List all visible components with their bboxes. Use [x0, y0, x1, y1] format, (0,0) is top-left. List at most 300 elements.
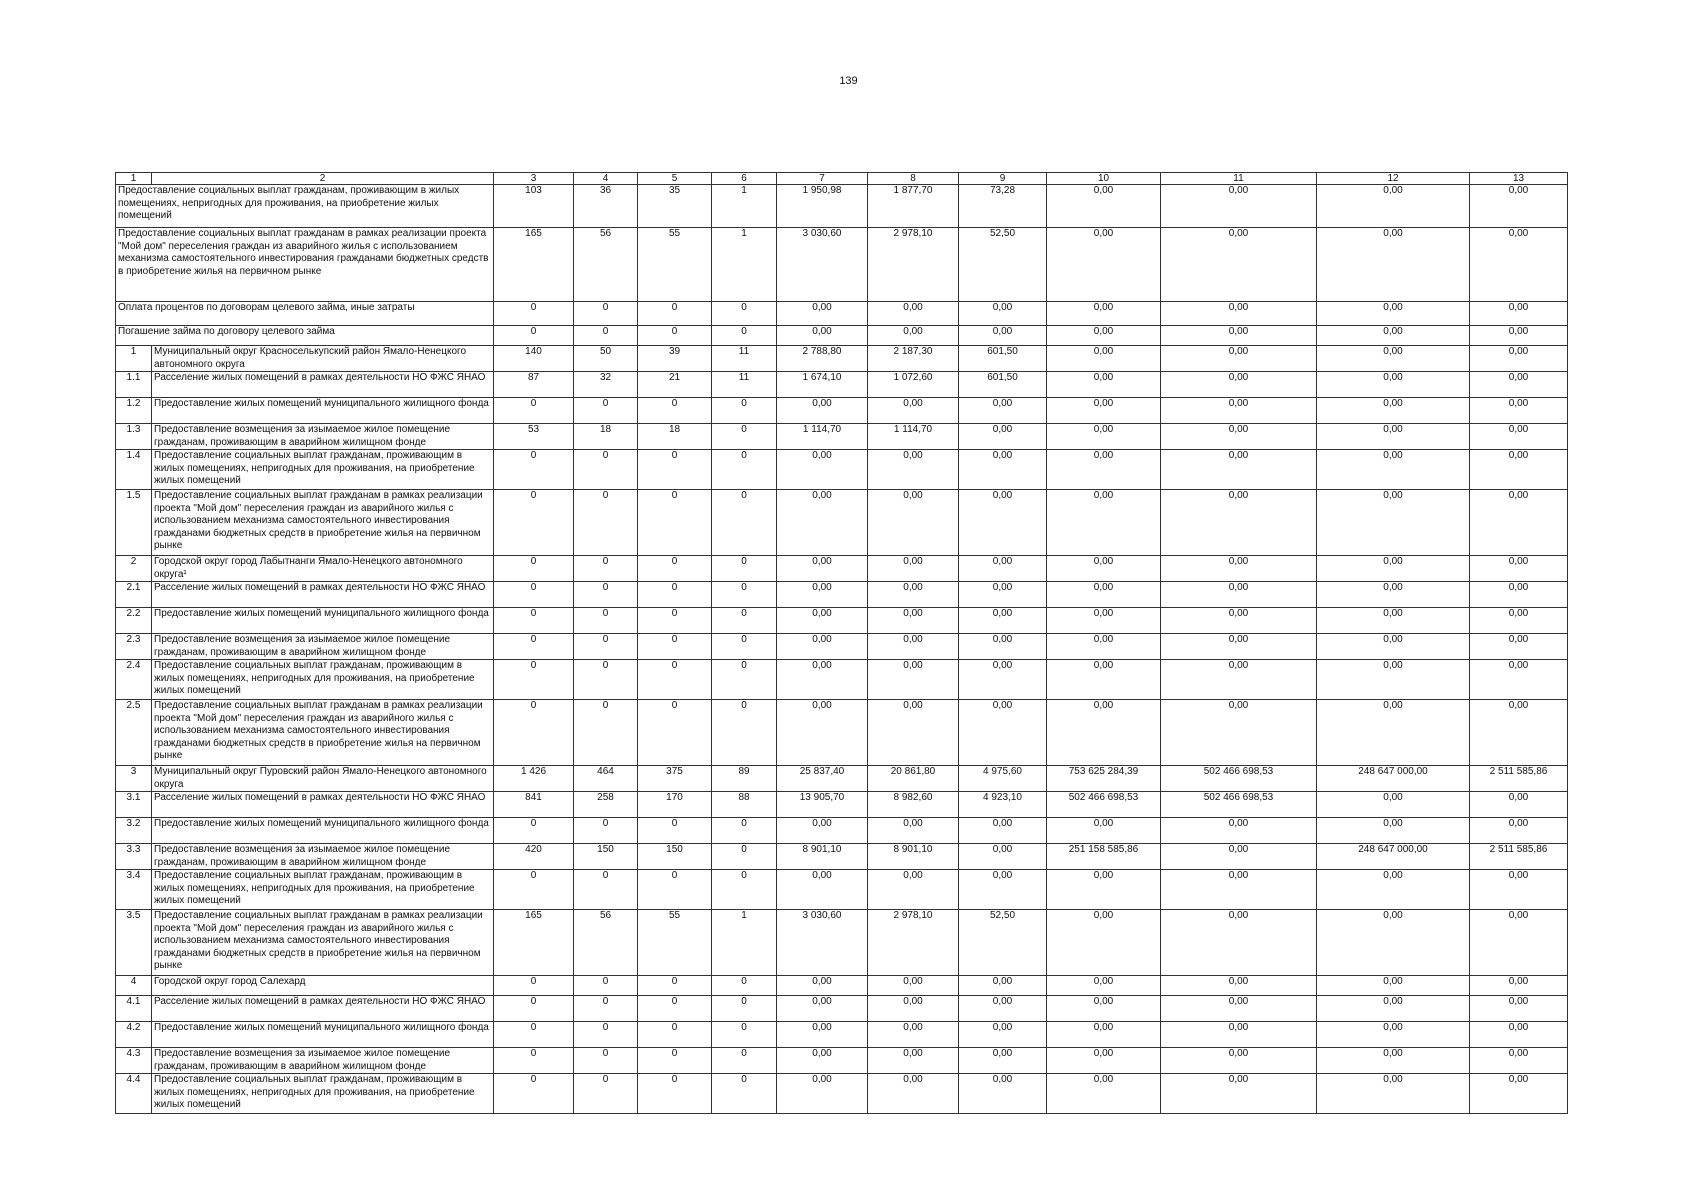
column-header: 2	[152, 173, 494, 185]
row-number: 1.5	[116, 490, 152, 556]
value-cell: 55	[638, 228, 712, 302]
value-cell: 21	[638, 372, 712, 398]
value-cell: 0,00	[1047, 185, 1161, 228]
value-cell: 0	[712, 490, 777, 556]
table-row	[116, 302, 1568, 326]
value-cell: 0,00	[1047, 870, 1161, 910]
value-cell: 11	[712, 372, 777, 398]
value-cell: 3 030,60	[777, 910, 868, 976]
value-cell: 0,00	[1317, 1074, 1470, 1114]
value-cell: 0	[574, 634, 638, 660]
value-cell: 0,00	[1317, 185, 1470, 228]
value-cell: 375	[638, 766, 712, 792]
value-cell: 0	[494, 608, 574, 634]
table-row	[116, 582, 1568, 608]
value-cell: 0,00	[1161, 398, 1317, 424]
value-cell: 0,00	[1317, 1022, 1470, 1048]
value-cell: 0	[712, 326, 777, 346]
row-number: 2.3	[116, 634, 152, 660]
value-cell: 0,00	[868, 1022, 959, 1048]
value-cell: 0,00	[1317, 996, 1470, 1022]
value-cell: 0,00	[777, 582, 868, 608]
row-number: 1.3	[116, 424, 152, 450]
value-cell: 56	[574, 910, 638, 976]
table-row	[116, 490, 1568, 556]
value-cell: 0,00	[1047, 910, 1161, 976]
value-cell: 0,00	[1047, 398, 1161, 424]
value-cell: 0	[638, 1074, 712, 1114]
value-cell: 1	[712, 910, 777, 976]
row-number: 4.2	[116, 1022, 152, 1048]
value-cell: 0	[494, 996, 574, 1022]
value-cell: 0,00	[1047, 818, 1161, 844]
row-name: Городской округ город Лабытнанги Ямало-Ненецкого автономного округа¹	[152, 556, 494, 582]
value-cell: 0,00	[959, 1074, 1047, 1114]
row-number: 1.2	[116, 398, 152, 424]
value-cell: 0	[574, 608, 638, 634]
value-cell: 2 187,30	[868, 346, 959, 372]
value-cell: 0,00	[868, 634, 959, 660]
value-cell: 0	[494, 1022, 574, 1048]
value-cell: 50	[574, 346, 638, 372]
value-cell: 0,00	[868, 996, 959, 1022]
value-cell: 0	[638, 700, 712, 766]
value-cell: 0,00	[1161, 870, 1317, 910]
value-cell: 0,00	[1161, 372, 1317, 398]
value-cell: 0	[574, 302, 638, 326]
value-cell: 0,00	[1470, 792, 1568, 818]
value-cell: 0	[712, 700, 777, 766]
column-header: 11	[1161, 173, 1317, 185]
value-cell: 0,00	[777, 302, 868, 326]
value-cell: 25 837,40	[777, 766, 868, 792]
value-cell: 89	[712, 766, 777, 792]
value-cell: 0,00	[1047, 996, 1161, 1022]
value-cell: 0	[712, 450, 777, 490]
value-cell: 0,00	[959, 844, 1047, 870]
row-label: Оплата процентов по договорам целевого займа, иные затраты	[116, 302, 494, 326]
value-cell: 251 158 585,86	[1047, 844, 1161, 870]
value-cell: 0,00	[777, 1074, 868, 1114]
value-cell: 0	[574, 1022, 638, 1048]
value-cell: 0,00	[777, 326, 868, 346]
value-cell: 0,00	[1047, 556, 1161, 582]
value-cell: 502 466 698,53	[1161, 792, 1317, 818]
table-row	[116, 1048, 1568, 1074]
value-cell: 0,00	[1470, 1048, 1568, 1074]
value-cell: 0,00	[1317, 424, 1470, 450]
value-cell: 8 901,10	[868, 844, 959, 870]
row-number: 2.5	[116, 700, 152, 766]
value-cell: 0,00	[1047, 424, 1161, 450]
value-cell: 0,00	[1317, 818, 1470, 844]
table-row	[116, 996, 1568, 1022]
value-cell: 0,00	[868, 700, 959, 766]
value-cell: 0	[638, 634, 712, 660]
value-cell: 0	[494, 582, 574, 608]
value-cell: 0,00	[1470, 302, 1568, 326]
table-body	[116, 185, 1568, 1114]
value-cell: 0,00	[1161, 582, 1317, 608]
value-cell: 0,00	[1470, 700, 1568, 766]
value-cell: 601,50	[959, 346, 1047, 372]
value-cell: 0	[638, 1048, 712, 1074]
value-cell: 258	[574, 792, 638, 818]
row-name: Городской округ город Салехард	[152, 976, 494, 996]
value-cell: 165	[494, 228, 574, 302]
value-cell: 0	[574, 1074, 638, 1114]
value-cell: 753 625 284,39	[1047, 766, 1161, 792]
table-row	[116, 450, 1568, 490]
value-cell: 0	[494, 818, 574, 844]
value-cell: 0,00	[1470, 660, 1568, 700]
value-cell: 0	[574, 450, 638, 490]
column-header: 6	[712, 173, 777, 185]
value-cell: 103	[494, 185, 574, 228]
value-cell: 0,00	[1161, 424, 1317, 450]
value-cell: 0,00	[1161, 556, 1317, 582]
value-cell: 0	[494, 976, 574, 996]
row-number: 1.4	[116, 450, 152, 490]
column-header: 13	[1470, 173, 1568, 185]
value-cell: 0,00	[777, 450, 868, 490]
row-name: Предоставление жилых помещений муниципального жилищного фонда	[152, 398, 494, 424]
row-number: 3.4	[116, 870, 152, 910]
column-header: 10	[1047, 173, 1161, 185]
value-cell: 18	[638, 424, 712, 450]
value-cell: 0	[712, 660, 777, 700]
row-number: 2.1	[116, 582, 152, 608]
value-cell: 0,00	[1470, 398, 1568, 424]
value-cell: 0,00	[1161, 844, 1317, 870]
value-cell: 0,00	[1317, 302, 1470, 326]
value-cell: 0,00	[1317, 634, 1470, 660]
value-cell: 0,00	[1161, 700, 1317, 766]
value-cell: 0	[494, 1048, 574, 1074]
value-cell: 0,00	[1161, 302, 1317, 326]
value-cell: 0	[494, 302, 574, 326]
value-cell: 0	[574, 976, 638, 996]
table-row	[116, 660, 1568, 700]
value-cell: 0,00	[777, 1048, 868, 1074]
value-cell: 0,00	[868, 450, 959, 490]
value-cell: 0,00	[1470, 608, 1568, 634]
value-cell: 0,00	[959, 490, 1047, 556]
value-cell: 0	[638, 870, 712, 910]
value-cell: 0,00	[1317, 372, 1470, 398]
value-cell: 0,00	[1047, 976, 1161, 996]
table-row	[116, 634, 1568, 660]
value-cell: 0,00	[868, 1074, 959, 1114]
value-cell: 0,00	[777, 608, 868, 634]
value-cell: 0	[574, 582, 638, 608]
table-row	[116, 346, 1568, 372]
value-cell: 0,00	[959, 660, 1047, 700]
column-header: 3	[494, 173, 574, 185]
value-cell: 0	[712, 634, 777, 660]
value-cell: 0,00	[1047, 346, 1161, 372]
value-cell: 0	[494, 556, 574, 582]
value-cell: 0,00	[1161, 185, 1317, 228]
value-cell: 165	[494, 910, 574, 976]
value-cell: 0	[638, 1022, 712, 1048]
column-header: 4	[574, 173, 638, 185]
value-cell: 0,00	[1317, 398, 1470, 424]
value-cell: 0	[638, 608, 712, 634]
value-cell: 0,00	[1317, 326, 1470, 346]
value-cell: 0	[574, 326, 638, 346]
value-cell: 0,00	[1161, 346, 1317, 372]
value-cell: 11	[712, 346, 777, 372]
value-cell: 1	[712, 185, 777, 228]
row-number: 2.4	[116, 660, 152, 700]
value-cell: 0,00	[868, 302, 959, 326]
row-number: 4	[116, 976, 152, 996]
value-cell: 0,00	[1047, 302, 1161, 326]
value-cell: 0	[712, 582, 777, 608]
table-row	[116, 326, 1568, 346]
value-cell: 0,00	[1047, 700, 1161, 766]
value-cell: 248 647 000,00	[1317, 766, 1470, 792]
value-cell: 0,00	[1470, 634, 1568, 660]
row-label: Погашение займа по договору целевого займа	[116, 326, 494, 346]
value-cell: 502 466 698,53	[1161, 766, 1317, 792]
row-name: Расселение жилых помещений в рамках деятельности НО ФЖС ЯНАО	[152, 372, 494, 398]
value-cell: 0,00	[777, 870, 868, 910]
page-number: 139	[839, 75, 858, 87]
value-cell: 0,00	[1161, 450, 1317, 490]
row-name: Предоставление возмещения за изымаемое жилое помещение гражданам, проживающим в аварийном жилищном фонде	[152, 1048, 494, 1074]
value-cell: 0,00	[1047, 450, 1161, 490]
value-cell: 0,00	[959, 450, 1047, 490]
value-cell: 2 511 585,86	[1470, 844, 1568, 870]
row-number: 1.1	[116, 372, 152, 398]
value-cell: 3 030,60	[777, 228, 868, 302]
row-name: Муниципальный округ Красноселькупский район Ямало-Ненецкого автономного округа	[152, 346, 494, 372]
value-cell: 0,00	[1470, 346, 1568, 372]
table-row	[116, 818, 1568, 844]
value-cell: 0,00	[1317, 490, 1470, 556]
value-cell: 1	[712, 228, 777, 302]
value-cell: 36	[574, 185, 638, 228]
value-cell: 464	[574, 766, 638, 792]
value-cell: 0,00	[1317, 450, 1470, 490]
value-cell: 0,00	[1470, 228, 1568, 302]
value-cell: 52,50	[959, 228, 1047, 302]
value-cell: 0,00	[1470, 976, 1568, 996]
value-cell: 0,00	[1161, 1074, 1317, 1114]
value-cell: 56	[574, 228, 638, 302]
value-cell: 1 114,70	[777, 424, 868, 450]
value-cell: 0	[574, 818, 638, 844]
row-number: 2	[116, 556, 152, 582]
header-row	[116, 173, 1568, 185]
value-cell: 0	[494, 870, 574, 910]
value-cell: 2 978,10	[868, 910, 959, 976]
value-cell: 0	[712, 424, 777, 450]
value-cell: 0	[638, 976, 712, 996]
value-cell: 0	[574, 398, 638, 424]
value-cell: 52,50	[959, 910, 1047, 976]
table-row	[116, 185, 1568, 228]
value-cell: 0	[638, 660, 712, 700]
value-cell: 0,00	[777, 1022, 868, 1048]
value-cell: 0,00	[1317, 976, 1470, 996]
value-cell: 20 861,80	[868, 766, 959, 792]
value-cell: 0,00	[1470, 490, 1568, 556]
value-cell: 0,00	[959, 398, 1047, 424]
value-cell: 0	[712, 1048, 777, 1074]
value-cell: 88	[712, 792, 777, 818]
value-cell: 0,00	[1161, 634, 1317, 660]
value-cell: 0,00	[1317, 608, 1470, 634]
row-name: Предоставление социальных выплат гражданам, проживающим в жилых помещениях, непригодных для проживания, на приобретение жилых помещений	[152, 450, 494, 490]
value-cell: 0,00	[868, 818, 959, 844]
value-cell: 0,00	[868, 660, 959, 700]
value-cell: 0,00	[1470, 1022, 1568, 1048]
value-cell: 0,00	[959, 1048, 1047, 1074]
value-cell: 0,00	[1161, 326, 1317, 346]
value-cell: 0	[638, 302, 712, 326]
value-cell: 502 466 698,53	[1047, 792, 1161, 818]
row-name: Муниципальный округ Пуровский район Ямало-Ненецкого автономного округа	[152, 766, 494, 792]
value-cell: 0	[712, 870, 777, 910]
column-header: 1	[116, 173, 152, 185]
value-cell: 0,00	[868, 1048, 959, 1074]
value-cell: 0	[712, 844, 777, 870]
table-row	[116, 1022, 1568, 1048]
value-cell: 39	[638, 346, 712, 372]
row-name: Предоставление возмещения за изымаемое жилое помещение гражданам, проживающим в аварийном жилищном фонде	[152, 634, 494, 660]
value-cell: 0,00	[1161, 1022, 1317, 1048]
value-cell: 1 114,70	[868, 424, 959, 450]
value-cell: 0,00	[868, 582, 959, 608]
table-row	[116, 372, 1568, 398]
value-cell: 0,00	[1317, 870, 1470, 910]
table-row	[116, 398, 1568, 424]
value-cell: 0	[712, 1022, 777, 1048]
value-cell: 0,00	[959, 302, 1047, 326]
value-cell: 150	[574, 844, 638, 870]
table-row	[116, 424, 1568, 450]
table-row	[116, 608, 1568, 634]
value-cell: 0	[574, 870, 638, 910]
table-row	[116, 792, 1568, 818]
table-row	[116, 976, 1568, 996]
value-cell: 0,00	[1470, 1074, 1568, 1114]
value-cell: 0	[574, 490, 638, 556]
value-cell: 0,00	[1161, 818, 1317, 844]
value-cell: 0,00	[1047, 490, 1161, 556]
value-cell: 0,00	[1161, 490, 1317, 556]
value-cell: 0,00	[959, 608, 1047, 634]
value-cell: 0	[494, 700, 574, 766]
value-cell: 0,00	[1470, 424, 1568, 450]
value-cell: 0	[494, 660, 574, 700]
row-name: Предоставление социальных выплат гражданам, проживающим в жилых помещениях, непригодных для проживания, на приобретение жилых помещений	[152, 1074, 494, 1114]
value-cell: 0,00	[1470, 326, 1568, 346]
value-cell: 0,00	[959, 326, 1047, 346]
row-name: Расселение жилых помещений в рамках деятельности НО ФЖС ЯНАО	[152, 996, 494, 1022]
value-cell: 4 923,10	[959, 792, 1047, 818]
row-number: 3.5	[116, 910, 152, 976]
value-cell: 0	[494, 450, 574, 490]
value-cell: 0,00	[959, 582, 1047, 608]
value-cell: 150	[638, 844, 712, 870]
value-cell: 18	[574, 424, 638, 450]
row-label: Предоставление социальных выплат гражданам в рамках реализации проекта "Мой дом" переселения граждан из аварийного жилья с использованием механизма самостоятельного инвестирования гражданами бюджетных средств в приобретение жилья на первичном рынке	[116, 228, 494, 302]
value-cell: 35	[638, 185, 712, 228]
row-number: 3.2	[116, 818, 152, 844]
value-cell: 0,00	[1470, 185, 1568, 228]
value-cell: 0	[712, 976, 777, 996]
value-cell: 55	[638, 910, 712, 976]
value-cell: 140	[494, 346, 574, 372]
row-name: Предоставление социальных выплат гражданам в рамках реализации проекта "Мой дом" переселения граждан из аварийного жилья с использованием механизма самостоятельного инвестирования гражданами бюджетных средств в приобретение жилья на первичном рынке	[152, 490, 494, 556]
value-cell: 0,00	[1161, 228, 1317, 302]
value-cell: 0,00	[959, 976, 1047, 996]
value-cell: 0,00	[959, 634, 1047, 660]
value-cell: 0,00	[777, 976, 868, 996]
value-cell: 0,00	[1470, 582, 1568, 608]
value-cell: 0	[638, 818, 712, 844]
value-cell: 0,00	[1161, 608, 1317, 634]
value-cell: 0,00	[1317, 228, 1470, 302]
value-cell: 0,00	[1470, 996, 1568, 1022]
value-cell: 8 982,60	[868, 792, 959, 818]
row-name: Предоставление жилых помещений муниципального жилищного фонда	[152, 1022, 494, 1048]
row-name: Предоставление жилых помещений муниципального жилищного фонда	[152, 818, 494, 844]
table-row	[116, 910, 1568, 976]
value-cell: 0,00	[868, 608, 959, 634]
value-cell: 0,00	[1317, 582, 1470, 608]
value-cell: 0,00	[959, 556, 1047, 582]
row-number: 4.4	[116, 1074, 152, 1114]
table-row	[116, 700, 1568, 766]
row-name: Предоставление социальных выплат гражданам, проживающим в жилых помещениях, непригодных для проживания, на приобретение жилых помещений	[152, 870, 494, 910]
value-cell: 0,00	[777, 818, 868, 844]
row-name: Предоставление возмещения за изымаемое жилое помещение гражданам, проживающим в аварийном жилищном фонде	[152, 844, 494, 870]
value-cell: 1 072,60	[868, 372, 959, 398]
row-number: 3.1	[116, 792, 152, 818]
value-cell: 0,00	[868, 870, 959, 910]
value-cell: 0,00	[1317, 556, 1470, 582]
value-cell: 0,00	[959, 818, 1047, 844]
value-cell: 0,00	[1470, 818, 1568, 844]
value-cell: 1 674,10	[777, 372, 868, 398]
value-cell: 0,00	[1047, 582, 1161, 608]
value-cell: 0,00	[777, 556, 868, 582]
table-row	[116, 1074, 1568, 1114]
value-cell: 0,00	[959, 870, 1047, 910]
column-header: 5	[638, 173, 712, 185]
value-cell: 420	[494, 844, 574, 870]
value-cell: 0,00	[959, 1022, 1047, 1048]
value-cell: 0,00	[1470, 450, 1568, 490]
value-cell: 0,00	[868, 326, 959, 346]
value-cell: 2 978,10	[868, 228, 959, 302]
data-table	[115, 172, 1568, 1114]
value-cell: 0,00	[777, 996, 868, 1022]
row-number: 4.1	[116, 996, 152, 1022]
value-cell: 0	[574, 556, 638, 582]
value-cell: 73,28	[959, 185, 1047, 228]
value-cell: 0	[574, 996, 638, 1022]
value-cell: 0,00	[959, 700, 1047, 766]
table-row	[116, 870, 1568, 910]
value-cell: 0,00	[1161, 976, 1317, 996]
value-cell: 0	[638, 582, 712, 608]
